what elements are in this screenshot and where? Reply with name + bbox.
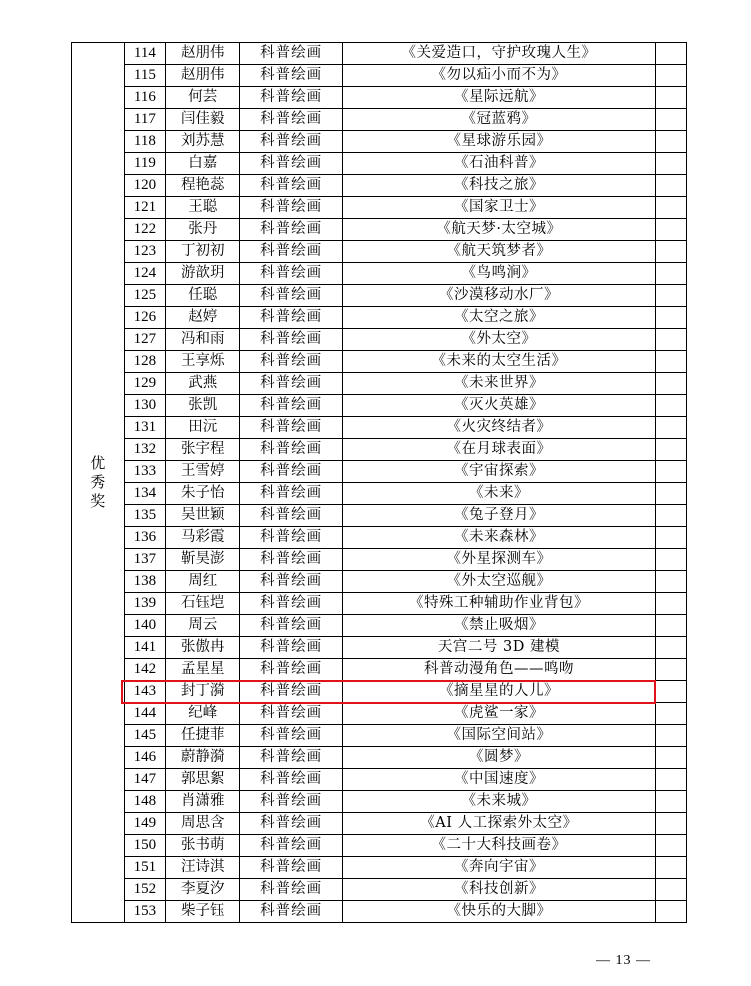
work-title: 《兔子登月》	[343, 505, 656, 527]
remark-cell	[655, 835, 686, 857]
winner-name: 周思含	[166, 813, 240, 835]
remark-cell	[655, 791, 686, 813]
work-title: 《石油科普》	[343, 153, 656, 175]
table-row	[72, 637, 687, 659]
remark-cell	[655, 43, 686, 65]
table-row	[72, 241, 687, 263]
remark-cell	[655, 65, 686, 87]
winner-name: 张傲冉	[166, 637, 240, 659]
winner-name: 赵婷	[166, 307, 240, 329]
remark-cell	[655, 461, 686, 483]
work-title: 《灭火英雄》	[343, 395, 656, 417]
table-row	[72, 351, 687, 373]
winner-name: 王雪婷	[166, 461, 240, 483]
row-number: 130	[124, 395, 166, 417]
work-title: 《特殊工种辅助作业背包》	[343, 593, 656, 615]
winner-name: 任捷菲	[166, 725, 240, 747]
remark-cell	[655, 241, 686, 263]
remark-cell	[655, 901, 686, 923]
table-row	[72, 65, 687, 87]
work-category: 科普绘画	[240, 373, 343, 395]
winner-name: 张宇程	[166, 439, 240, 461]
row-number: 142	[124, 659, 166, 681]
winner-name: 程艳蕊	[166, 175, 240, 197]
winner-name: 刘苏慧	[166, 131, 240, 153]
work-title: 《科技之旅》	[343, 175, 656, 197]
work-category: 科普绘画	[240, 659, 343, 681]
work-category: 科普绘画	[240, 791, 343, 813]
winner-name: 封丁漪	[166, 681, 240, 703]
work-title: 《冠蓝鸦》	[343, 109, 656, 131]
remark-cell	[655, 285, 686, 307]
row-number: 139	[124, 593, 166, 615]
table-row	[72, 43, 687, 65]
winner-name: 肖潇雅	[166, 791, 240, 813]
table-row	[72, 307, 687, 329]
row-number: 135	[124, 505, 166, 527]
table-row	[72, 681, 687, 703]
work-category: 科普绘画	[240, 505, 343, 527]
table-row	[72, 725, 687, 747]
remark-cell	[655, 373, 686, 395]
work-category: 科普绘画	[240, 153, 343, 175]
row-number: 120	[124, 175, 166, 197]
work-category: 科普绘画	[240, 769, 343, 791]
work-category: 科普绘画	[240, 329, 343, 351]
table-row	[72, 857, 687, 879]
table-row	[72, 395, 687, 417]
winner-name: 任聪	[166, 285, 240, 307]
remark-cell	[655, 329, 686, 351]
work-title: 《勿以疝小而不为》	[343, 65, 656, 87]
work-title: 《圆梦》	[343, 747, 656, 769]
work-category: 科普绘画	[240, 131, 343, 153]
work-title: 《沙漠移动水厂》	[343, 285, 656, 307]
table-row	[72, 439, 687, 461]
award-list-body	[72, 43, 687, 923]
work-title: 《航天筑梦者》	[343, 241, 656, 263]
row-number: 123	[124, 241, 166, 263]
work-category: 科普绘画	[240, 835, 343, 857]
winner-name: 汪诗淇	[166, 857, 240, 879]
row-number: 149	[124, 813, 166, 835]
work-category: 科普绘画	[240, 857, 343, 879]
row-number: 134	[124, 483, 166, 505]
row-number: 146	[124, 747, 166, 769]
row-number: 117	[124, 109, 166, 131]
row-number: 152	[124, 879, 166, 901]
winner-name: 王聪	[166, 197, 240, 219]
work-category: 科普绘画	[240, 681, 343, 703]
winner-name: 赵朋伟	[166, 65, 240, 87]
work-title: 《关爱造口，守护玫瑰人生》	[343, 43, 656, 65]
remark-cell	[655, 703, 686, 725]
work-category: 科普绘画	[240, 43, 343, 65]
table-row	[72, 703, 687, 725]
table-row	[72, 285, 687, 307]
work-title: 《外太空》	[343, 329, 656, 351]
table-row	[72, 417, 687, 439]
work-category: 科普绘画	[240, 87, 343, 109]
table-row	[72, 175, 687, 197]
row-number: 148	[124, 791, 166, 813]
row-number: 141	[124, 637, 166, 659]
row-number: 115	[124, 65, 166, 87]
table-row	[72, 901, 687, 923]
work-category: 科普绘画	[240, 197, 343, 219]
work-title: 《虎鲨一家》	[343, 703, 656, 725]
work-title: 《外太空巡舰》	[343, 571, 656, 593]
row-number: 121	[124, 197, 166, 219]
remark-cell	[655, 351, 686, 373]
remark-cell	[655, 681, 686, 703]
remark-cell	[655, 615, 686, 637]
table-row	[72, 197, 687, 219]
work-title: 天宫二号 3D 建模	[343, 637, 656, 659]
table-row	[72, 747, 687, 769]
row-number: 116	[124, 87, 166, 109]
winner-name: 王享烁	[166, 351, 240, 373]
row-number: 151	[124, 857, 166, 879]
work-title: 《宇宙探索》	[343, 461, 656, 483]
work-category: 科普绘画	[240, 549, 343, 571]
work-category: 科普绘画	[240, 901, 343, 923]
winner-name: 李夏汐	[166, 879, 240, 901]
row-number: 127	[124, 329, 166, 351]
award-group-cell	[72, 43, 125, 923]
work-category: 科普绘画	[240, 175, 343, 197]
table-row	[72, 109, 687, 131]
row-number: 124	[124, 263, 166, 285]
table-row	[72, 505, 687, 527]
row-number: 128	[124, 351, 166, 373]
remark-cell	[655, 813, 686, 835]
work-title: 《国际空间站》	[343, 725, 656, 747]
work-title: 《中国速度》	[343, 769, 656, 791]
table-row	[72, 615, 687, 637]
remark-cell	[655, 857, 686, 879]
work-title: 《太空之旅》	[343, 307, 656, 329]
work-title: 《航天梦·太空城》	[343, 219, 656, 241]
work-category: 科普绘画	[240, 637, 343, 659]
remark-cell	[655, 549, 686, 571]
table-row	[72, 791, 687, 813]
work-category: 科普绘画	[240, 395, 343, 417]
work-title: 《未来的太空生活》	[343, 351, 656, 373]
work-category: 科普绘画	[240, 879, 343, 901]
winner-name: 朱子怡	[166, 483, 240, 505]
row-number: 125	[124, 285, 166, 307]
remark-cell	[655, 747, 686, 769]
work-title: 《鸟鸣涧》	[343, 263, 656, 285]
work-category: 科普绘画	[240, 527, 343, 549]
winner-name: 白嘉	[166, 153, 240, 175]
table-row	[72, 879, 687, 901]
work-title: 《未来》	[343, 483, 656, 505]
work-title: 《禁止吸烟》	[343, 615, 656, 637]
page-number: — 13 —	[596, 953, 651, 968]
row-number: 140	[124, 615, 166, 637]
table-row	[72, 769, 687, 791]
winner-name: 靳昊澎	[166, 549, 240, 571]
remark-cell	[655, 659, 686, 681]
row-number: 144	[124, 703, 166, 725]
work-category: 科普绘画	[240, 241, 343, 263]
table-row	[72, 131, 687, 153]
row-number: 136	[124, 527, 166, 549]
winner-name: 丁初初	[166, 241, 240, 263]
work-category: 科普绘画	[240, 615, 343, 637]
winner-name: 游歆玥	[166, 263, 240, 285]
remark-cell	[655, 153, 686, 175]
table-row	[72, 87, 687, 109]
work-title: 《未来城》	[343, 791, 656, 813]
row-number: 114	[124, 43, 166, 65]
work-title: 《科技创新》	[343, 879, 656, 901]
remark-cell	[655, 637, 686, 659]
remark-cell	[655, 131, 686, 153]
remark-cell	[655, 725, 686, 747]
remark-cell	[655, 505, 686, 527]
row-number: 145	[124, 725, 166, 747]
row-number: 119	[124, 153, 166, 175]
remark-cell	[655, 571, 686, 593]
winner-name: 田沅	[166, 417, 240, 439]
winner-name: 郭思絮	[166, 769, 240, 791]
remark-cell	[655, 417, 686, 439]
remark-cell	[655, 219, 686, 241]
work-category: 科普绘画	[240, 109, 343, 131]
work-title: 《火灾终结者》	[343, 417, 656, 439]
remark-cell	[655, 483, 686, 505]
work-category: 科普绘画	[240, 461, 343, 483]
winner-name: 冯和雨	[166, 329, 240, 351]
work-title: 《国家卫士》	[343, 197, 656, 219]
table-row	[72, 329, 687, 351]
row-number: 131	[124, 417, 166, 439]
work-category: 科普绘画	[240, 285, 343, 307]
row-number: 137	[124, 549, 166, 571]
remark-cell	[655, 87, 686, 109]
winner-name: 石钰垲	[166, 593, 240, 615]
work-title: 《外星探测车》	[343, 549, 656, 571]
winner-name: 马彩霞	[166, 527, 240, 549]
winner-name: 蔚静漪	[166, 747, 240, 769]
work-title: 《奔向宇宙》	[343, 857, 656, 879]
table-row	[72, 263, 687, 285]
remark-cell	[655, 307, 686, 329]
row-number: 153	[124, 901, 166, 923]
table-row	[72, 527, 687, 549]
work-category: 科普绘画	[240, 439, 343, 461]
winner-name: 闫佳毅	[166, 109, 240, 131]
table-row	[72, 373, 687, 395]
winner-name: 张书萌	[166, 835, 240, 857]
work-title: 《快乐的大脚》	[343, 901, 656, 923]
row-number: 129	[124, 373, 166, 395]
row-number: 122	[124, 219, 166, 241]
remark-cell	[655, 197, 686, 219]
row-number: 138	[124, 571, 166, 593]
work-title: 《在月球表面》	[343, 439, 656, 461]
winner-name: 周红	[166, 571, 240, 593]
work-title: 《星际远航》	[343, 87, 656, 109]
work-category: 科普绘画	[240, 65, 343, 87]
work-category: 科普绘画	[240, 417, 343, 439]
table-row	[72, 659, 687, 681]
work-category: 科普绘画	[240, 747, 343, 769]
work-category: 科普绘画	[240, 263, 343, 285]
work-category: 科普绘画	[240, 307, 343, 329]
work-category: 科普绘画	[240, 483, 343, 505]
remark-cell	[655, 769, 686, 791]
row-number: 118	[124, 131, 166, 153]
work-category: 科普绘画	[240, 703, 343, 725]
row-number: 132	[124, 439, 166, 461]
table-row	[72, 813, 687, 835]
work-title: 科普动漫角色——鸣吻	[343, 659, 656, 681]
winner-name: 孟星星	[166, 659, 240, 681]
remark-cell	[655, 527, 686, 549]
work-category: 科普绘画	[240, 725, 343, 747]
table-row	[72, 549, 687, 571]
table-row	[72, 483, 687, 505]
remark-cell	[655, 879, 686, 901]
winner-name: 吴世颖	[166, 505, 240, 527]
row-number: 133	[124, 461, 166, 483]
work-category: 科普绘画	[240, 813, 343, 835]
work-title: 《AI 人工探索外太空》	[343, 813, 656, 835]
remark-cell	[655, 109, 686, 131]
work-title: 《未来森林》	[343, 527, 656, 549]
work-title: 《未来世界》	[343, 373, 656, 395]
winner-name: 张丹	[166, 219, 240, 241]
row-number: 143	[124, 681, 166, 703]
winner-name: 张凯	[166, 395, 240, 417]
table-row	[72, 219, 687, 241]
table-row	[72, 835, 687, 857]
remark-cell	[655, 439, 686, 461]
table-row	[72, 461, 687, 483]
work-category: 科普绘画	[240, 351, 343, 373]
winner-name: 赵朋伟	[166, 43, 240, 65]
remark-cell	[655, 263, 686, 285]
work-title: 《摘星星的人儿》	[343, 681, 656, 703]
winner-name: 武燕	[166, 373, 240, 395]
table-row	[72, 571, 687, 593]
table-row	[72, 153, 687, 175]
work-category: 科普绘画	[240, 571, 343, 593]
work-category: 科普绘画	[240, 593, 343, 615]
remark-cell	[655, 593, 686, 615]
row-number: 150	[124, 835, 166, 857]
winner-name: 何芸	[166, 87, 240, 109]
work-title: 《二十大科技画卷》	[343, 835, 656, 857]
winner-name: 周云	[166, 615, 240, 637]
remark-cell	[655, 395, 686, 417]
table-row	[72, 593, 687, 615]
award-list-table	[71, 42, 687, 923]
winner-name: 柴子钰	[166, 901, 240, 923]
row-number: 147	[124, 769, 166, 791]
winner-name: 纪峰	[166, 703, 240, 725]
award-group-label: 优秀奖	[90, 454, 106, 510]
row-number: 126	[124, 307, 166, 329]
work-category: 科普绘画	[240, 219, 343, 241]
work-title: 《星球游乐园》	[343, 131, 656, 153]
remark-cell	[655, 175, 686, 197]
